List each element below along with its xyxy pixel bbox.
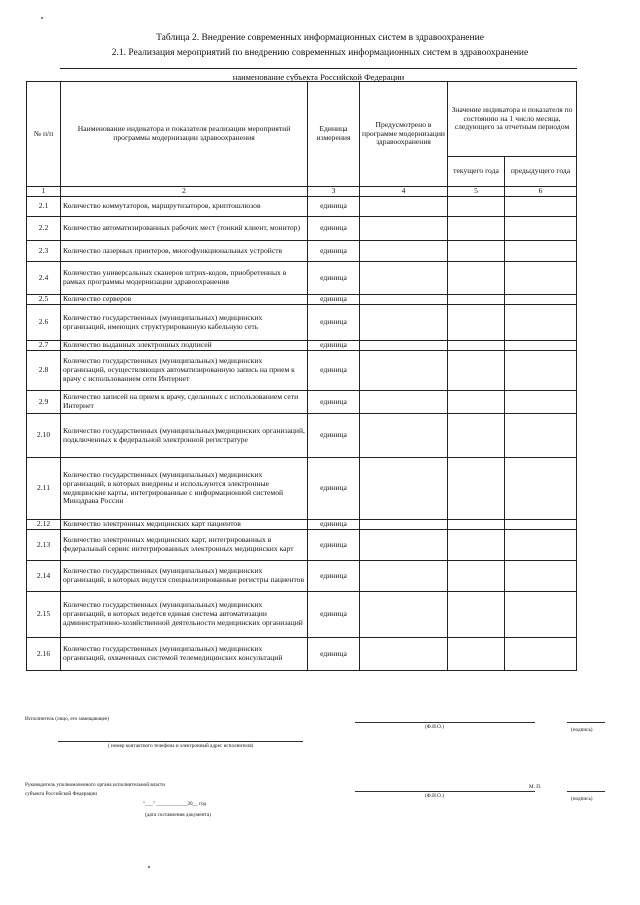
row-indicator-name: Количество электронных медицинских карт пациентов [61,520,308,530]
row-indicator-name: Количество выданных электронных подписей [61,341,308,351]
row-indicator-name: Количество государственных (муниципальных) медицинских организаций, в которых ведутся специализированные регистры пациентов [61,561,308,592]
row-previous-year-value[interactable] [505,530,577,561]
row-indicator-name: Количество государственных (муниципальных)медицинских организаций, подключенных к федеральной электронной регистратуре [61,414,308,458]
row-planned-value[interactable] [360,638,448,671]
header-current-year: текущего года [448,157,505,187]
column-index: 1 [27,187,61,197]
row-current-year-value[interactable] [448,305,505,341]
date-line[interactable]: "___" ____________20__ год [143,801,207,807]
row-number: 2.9 [27,391,61,414]
head-fio-caption: (Ф.И.О.) [425,793,444,799]
table-row [27,217,577,241]
row-current-year-value[interactable] [448,197,505,217]
row-planned-value[interactable] [360,341,448,351]
executor-label: Исполнитель (лицо, его замещающее) [25,716,109,722]
row-previous-year-value[interactable] [505,295,577,305]
indicators-table [26,81,577,671]
table-title: Таблица 2. Внедрение современных информационных систем в здравоохранение [156,33,484,43]
table-row [27,197,577,217]
row-previous-year-value[interactable] [505,592,577,638]
row-planned-value[interactable] [360,530,448,561]
row-indicator-name: Количество автоматизированных рабочих мест (тонкий клиент, монитор) [61,217,308,241]
row-number: 2.10 [27,414,61,458]
row-indicator-name: Количество государственных (муниципальных) медицинских организаций, осуществляющих автоматизированную запись на прием к врачу с использованием сети Интернет [61,351,308,391]
head-label-line2: субъекта Российской Федерации [25,791,97,797]
row-unit: единица [308,217,360,241]
row-current-year-value[interactable] [448,638,505,671]
row-number: 2.13 [27,530,61,561]
column-index: 5 [448,187,505,197]
header-num: № п/п [27,82,61,187]
row-previous-year-value[interactable] [505,262,577,295]
stamp-place-label: М. П. [529,784,542,790]
column-index: 4 [360,187,448,197]
contact-caption: ( номер контактного телефона и электронный адрес исполнителя) [108,743,254,749]
head-name-line[interactable] [355,791,535,792]
column-index-row [27,187,577,197]
row-previous-year-value[interactable] [505,217,577,241]
row-number: 2.11 [27,458,61,520]
row-indicator-name: Количество государственных (муниципальных) медицинских организаций, имеющих структурированную кабельную сеть [61,305,308,341]
row-unit: единица [308,530,360,561]
date-caption: (дата составления документа) [145,812,211,818]
row-unit: единица [308,520,360,530]
row-unit: единица [308,414,360,458]
row-number: 2.15 [27,592,61,638]
table-row [27,561,577,592]
row-previous-year-value[interactable] [505,520,577,530]
row-previous-year-value[interactable] [505,197,577,217]
row-current-year-value[interactable] [448,414,505,458]
table-row [27,351,577,391]
row-unit: единица [308,262,360,295]
row-unit: единица [308,341,360,351]
header-planned: Предусмотрено в программе модернизации здравоохранения [360,82,448,187]
row-number: 2.16 [27,638,61,671]
contact-line[interactable] [58,741,303,742]
scan-speck [41,17,43,19]
row-previous-year-value[interactable] [505,351,577,391]
row-indicator-name: Количество государственных (муниципальных) медицинских организаций, охваченных системой телемедицинских консультаций [61,638,308,671]
table-row [27,262,577,295]
row-unit: единица [308,592,360,638]
row-indicator-name: Количество универсальных сканеров штрих-кодов, приобретенных в рамках программы модернизации здравоохранения [61,262,308,295]
row-previous-year-value[interactable] [505,638,577,671]
column-index: 2 [61,187,308,197]
row-current-year-value[interactable] [448,458,505,520]
executor-signature-line[interactable] [567,722,605,723]
row-planned-value[interactable] [360,520,448,530]
row-indicator-name: Количество лазерных принтеров, многофункциональных устройств [61,241,308,262]
row-unit: единица [308,458,360,520]
row-number: 2.2 [27,217,61,241]
row-unit: единица [308,638,360,671]
row-planned-value[interactable] [360,561,448,592]
column-index: 3 [308,187,360,197]
table-row [27,295,577,305]
row-current-year-value[interactable] [448,241,505,262]
row-current-year-value[interactable] [448,530,505,561]
row-planned-value[interactable] [360,262,448,295]
row-current-year-value[interactable] [448,520,505,530]
row-indicator-name: Количество государственных (муниципальных) медицинских организаций, в которых внедрены и используются электронные медицинские карты, интегрированные с информационной системой Минздрава России [61,458,308,520]
row-number: 2.4 [27,262,61,295]
row-current-year-value[interactable] [448,592,505,638]
row-unit: единица [308,305,360,341]
header-indicator-name: Наименование индикатора и показателя реализации мероприятий программы модернизации здравоохранения [61,82,308,187]
row-current-year-value[interactable] [448,217,505,241]
head-signature-line[interactable] [567,791,605,792]
row-number: 2.7 [27,341,61,351]
row-unit: единица [308,351,360,391]
row-planned-value[interactable] [360,592,448,638]
row-unit: единица [308,241,360,262]
row-number: 2.1 [27,197,61,217]
header-unit: Единица измерения [308,82,360,187]
row-current-year-value[interactable] [448,341,505,351]
executor-fio-caption: (Ф.И.О.) [425,724,444,730]
section-title: 2.1. Реализация мероприятий по внедрению современных информационных систем в здравоохранение [111,48,529,58]
head-signature-caption: (подпись) [571,796,593,802]
subject-name-caption: наименование субъекта Российской Федерации [232,72,405,82]
table-row [27,241,577,262]
row-planned-value[interactable] [360,414,448,458]
row-indicator-name: Количество электронных медицинских карт, интегрированных в федеральный сервис интегрированных электронных медицинских карт [61,530,308,561]
row-planned-value[interactable] [360,391,448,414]
row-previous-year-value[interactable] [505,241,577,262]
row-planned-value[interactable] [360,241,448,262]
row-indicator-name: Количество серверов [61,295,308,305]
table-row [27,638,577,671]
row-indicator-name: Количество государственных (муниципальных) медицинских организаций, в которых ведется единая система автоматизации административно-хозяйственной деятельности медицинских организаций [61,592,308,638]
subject-name-field[interactable] [60,68,577,69]
table-row [27,414,577,458]
row-unit: единица [308,295,360,305]
row-planned-value[interactable] [360,458,448,520]
header-value-group: Значение индикатора и показателя по состоянию на 1 число месяца, следующего за отчетным периодом [448,82,577,157]
table-row [27,391,577,414]
row-number: 2.5 [27,295,61,305]
executor-name-line[interactable] [355,722,535,723]
row-planned-value[interactable] [360,197,448,217]
head-label-line1: Руководитель уполномоченного органа исполнительной власти [25,782,165,788]
row-planned-value[interactable] [360,217,448,241]
table-row [27,305,577,341]
row-previous-year-value[interactable] [505,391,577,414]
row-current-year-value[interactable] [448,262,505,295]
row-number: 2.8 [27,351,61,391]
row-number: 2.14 [27,561,61,592]
row-current-year-value[interactable] [448,295,505,305]
column-index: 6 [505,187,577,197]
row-number: 2.12 [27,520,61,530]
row-previous-year-value[interactable] [505,414,577,458]
row-number: 2.3 [27,241,61,262]
row-planned-value[interactable] [360,305,448,341]
row-current-year-value[interactable] [448,351,505,391]
row-current-year-value[interactable] [448,391,505,414]
row-planned-value[interactable] [360,295,448,305]
row-current-year-value[interactable] [448,561,505,592]
table-row [27,520,577,530]
table-row [27,530,577,561]
row-indicator-name: Количество коммутаторов, маршрутизаторов, криптошлюзов [61,197,308,217]
row-previous-year-value[interactable] [505,458,577,520]
row-unit: единица [308,197,360,217]
table-row [27,458,577,520]
table-row [27,341,577,351]
row-previous-year-value[interactable] [505,305,577,341]
row-planned-value[interactable] [360,351,448,391]
row-indicator-name: Количество записей на прием к врачу, сделанных с использованием сети Интернет [61,391,308,414]
row-previous-year-value[interactable] [505,561,577,592]
row-previous-year-value[interactable] [505,341,577,351]
row-number: 2.6 [27,305,61,341]
scan-speck [148,866,150,868]
indicator-rows [27,197,577,671]
executor-signature-caption: (подпись) [571,727,593,733]
row-unit: единица [308,561,360,592]
row-unit: единица [308,391,360,414]
header-previous-year: предыдущего года [505,157,577,187]
table-row [27,592,577,638]
